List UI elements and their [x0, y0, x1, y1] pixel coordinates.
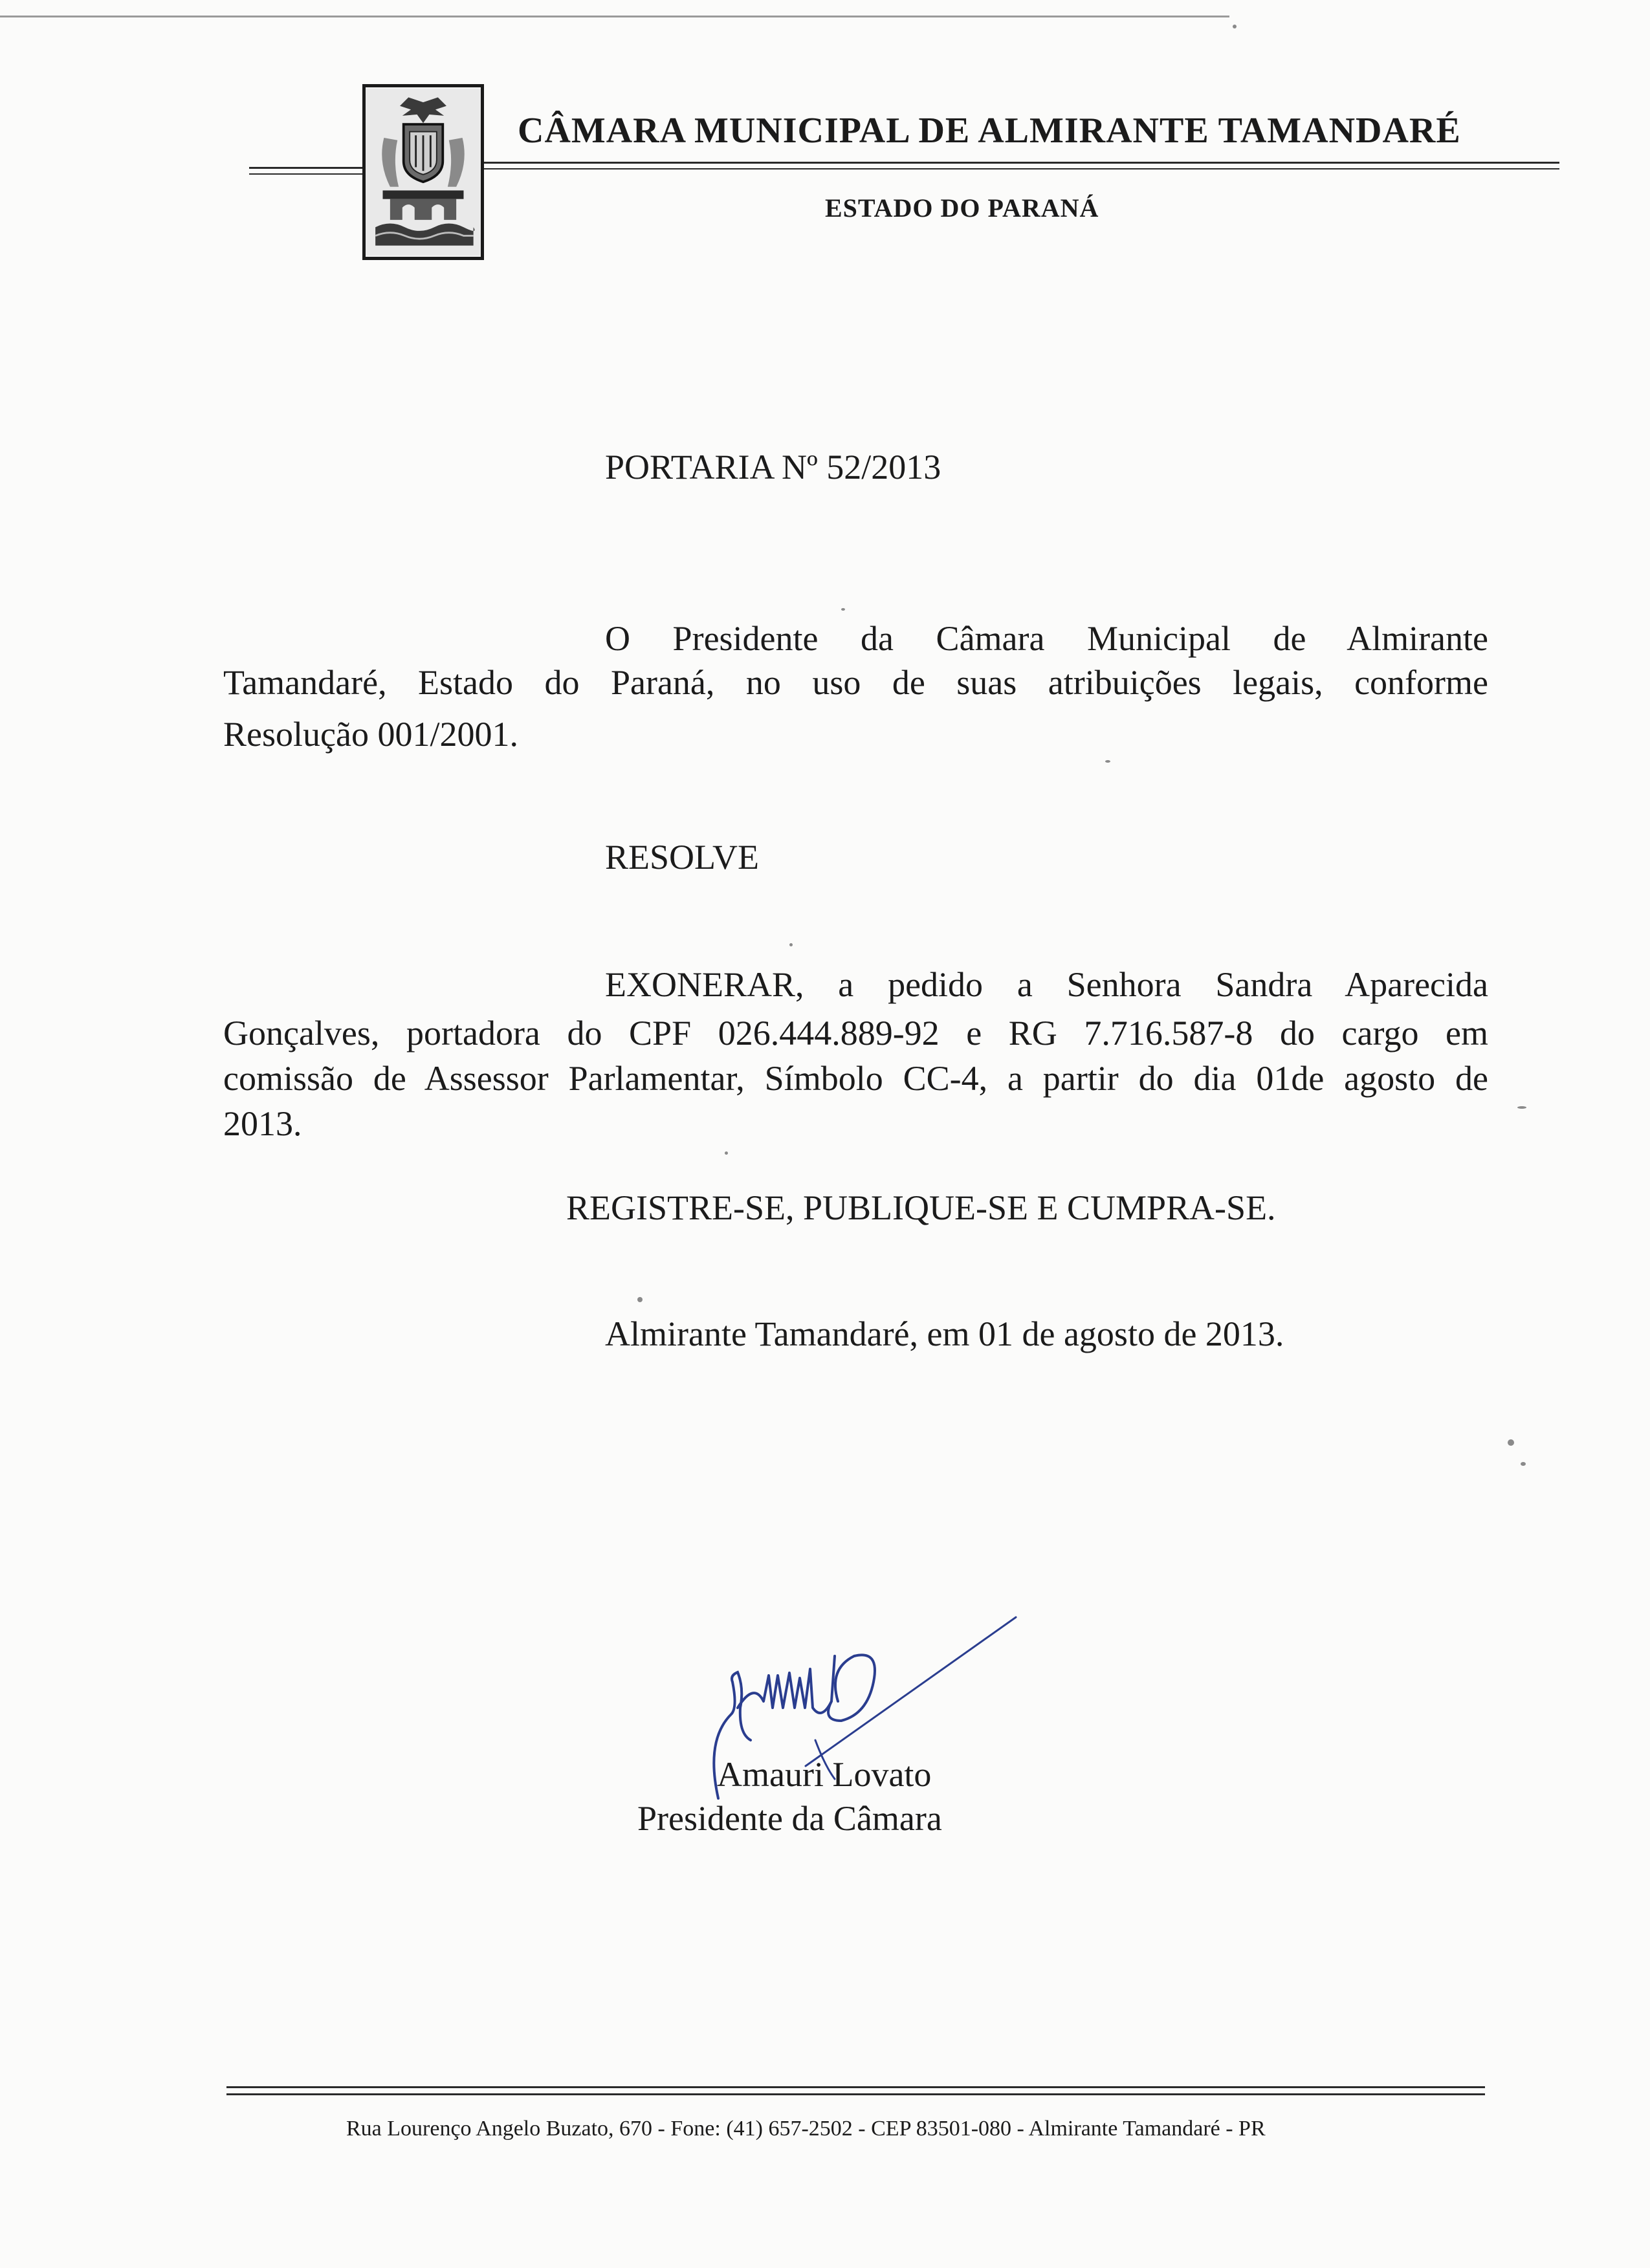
footer-address: Rua Lourenço Angelo Buzato, 670 - Fone: (41) 657-2502 - CEP 83501-080 - Almirante Tamandaré - PR — [346, 2117, 1266, 2141]
paragraph-2-line-3: comissão de Assessor Parlamentar, Símbolo CC-4, a partir do dia 01de agosto de — [223, 1059, 1488, 1098]
scan-speck — [637, 1297, 643, 1302]
place-and-date: Almirante Tamandaré, em 01 de agosto de 2013. — [605, 1314, 1284, 1353]
scan-speck — [725, 1151, 728, 1155]
signer-role: Presidente da Câmara — [637, 1799, 942, 1838]
paragraph-1-line-3: Resolução 001/2001. — [223, 715, 518, 754]
header-divider-right — [484, 162, 1559, 169]
resolve-heading: RESOLVE — [605, 838, 760, 877]
paragraph-1-line-2: Tamandaré, Estado do Paraná, no uso de suas atribuições legais, conforme — [223, 663, 1488, 702]
scan-speck — [789, 943, 793, 946]
paragraph-2-line-4: 2013. — [223, 1104, 302, 1143]
signer-name: Amauri Lovato — [717, 1755, 932, 1794]
document-title: PORTARIA Nº 52/2013 — [605, 448, 941, 486]
scan-edge-line — [0, 16, 1229, 17]
paragraph-1-line-1: O Presidente da Câmara Municipal de Almirante — [605, 619, 1488, 658]
footer-divider — [226, 2086, 1485, 2095]
paragraph-2-line-2: Gonçalves, portadora do CPF 026.444.889-92 e RG 7.716.587-8 do cargo em — [223, 1014, 1488, 1052]
institution-state: ESTADO DO PARANÁ — [825, 193, 1099, 223]
scan-speck — [1233, 25, 1237, 28]
paragraph-2-line-1: EXONERAR, a pedido a Senhora Sandra Aparecida — [605, 965, 1488, 1004]
scan-speck — [1517, 1106, 1526, 1109]
institution-title: CÂMARA MUNICIPAL DE ALMIRANTE TAMANDARÉ — [518, 111, 1461, 151]
header-divider-left — [249, 167, 362, 175]
closing-statement: REGISTRE-SE, PUBLIQUE-SE E CUMPRA-SE. — [566, 1188, 1276, 1227]
scan-speck — [1105, 760, 1110, 763]
scan-speck — [1521, 1462, 1526, 1466]
scan-speck — [841, 608, 845, 611]
coat-of-arms-icon — [366, 87, 481, 257]
municipal-coat-of-arms-logo — [362, 84, 484, 260]
scan-speck — [1508, 1439, 1514, 1446]
